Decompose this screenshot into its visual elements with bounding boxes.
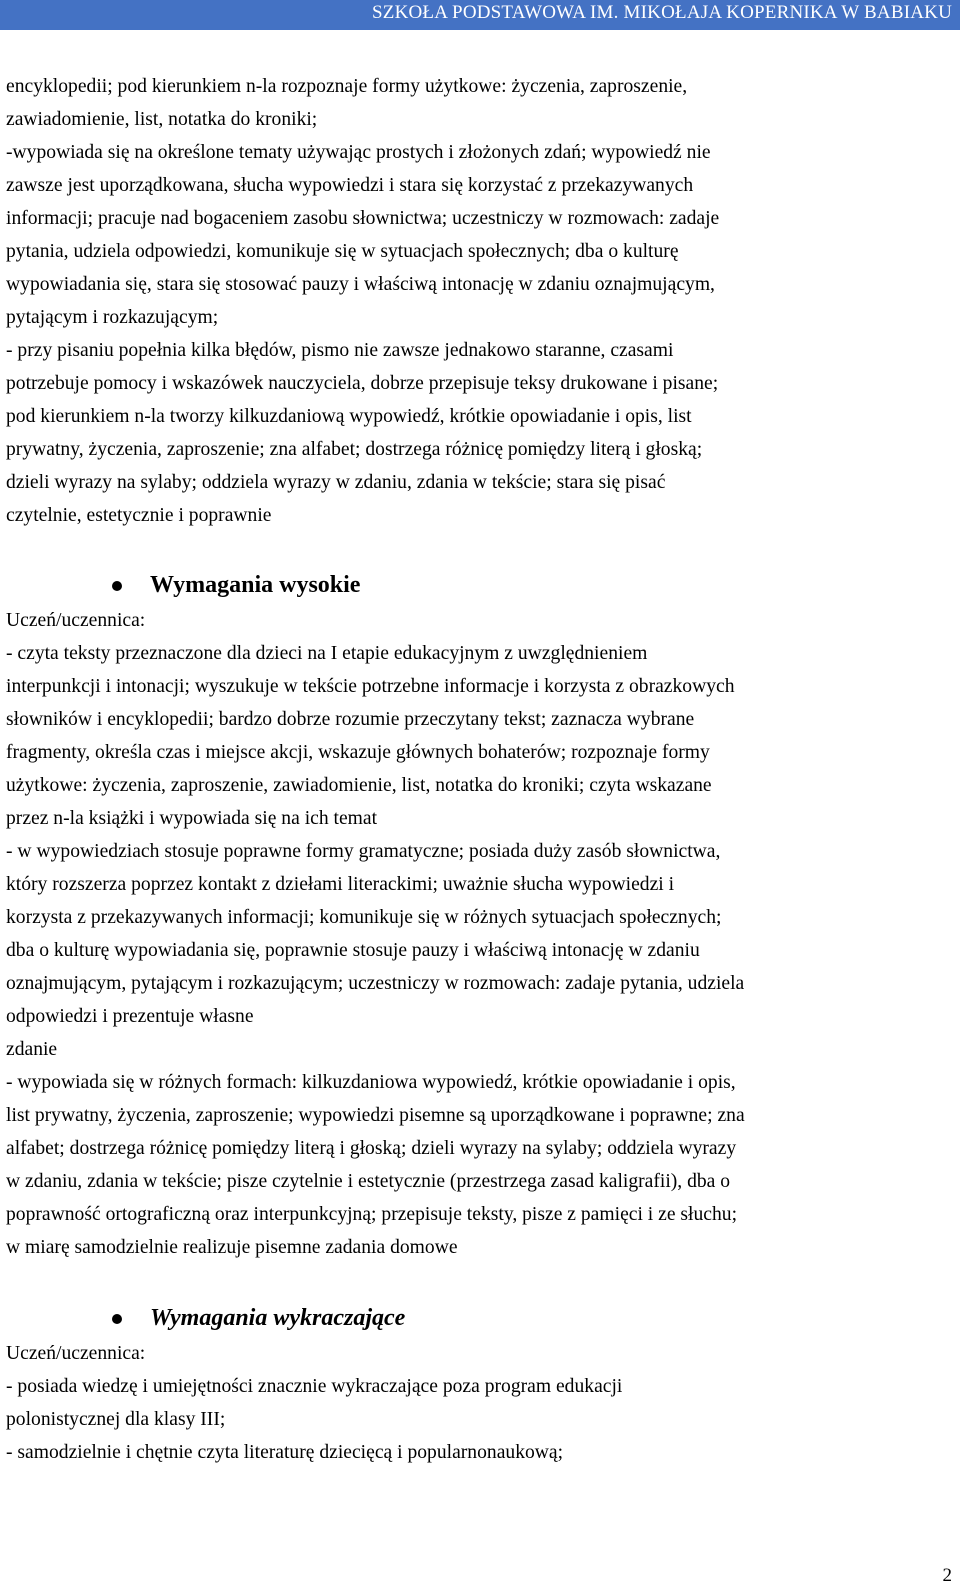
text-line: zawiadomienie, list, notatka do kroniki; (6, 109, 318, 130)
text-line: prywatny, życzenia, zaproszenie; zna alfabet; dostrzega różnicę pomiędzy literą i głoską; (6, 439, 703, 460)
text-line: pytającym i rozkazującym; (6, 307, 219, 328)
section-heading-extra: Wymagania wykraczające (150, 1305, 406, 1331)
text-line: informacji; pracuje nad bogaceniem zasobu słownictwa; uczestniczy w rozmowach: zadaje (6, 208, 720, 229)
text-line: przez n-la książki i wypowiada się na ich temat (6, 808, 378, 829)
text-line: fragmenty, określa czas i miejsce akcji, wskazuje głównych bohaterów; rozpoznaje formy (6, 742, 710, 763)
page-number: 2 (942, 1565, 952, 1586)
text-line: zdanie (6, 1039, 58, 1060)
text-line: dba o kulturę wypowiadania się, poprawnie stosuje pauzy i właściwą intonację w zdaniu (6, 940, 700, 961)
text-line: list prywatny, życzenia, zaproszenie; wypowiedzi pisemne są uporządkowane i poprawne; zna (6, 1105, 745, 1126)
text-line: pytania, udziela odpowiedzi, komunikuje się w sytuacjach społecznych; dba o kulturę (6, 241, 679, 262)
bullet-icon (112, 581, 122, 591)
text-line: wypowiadania się, stara się stosować pauzy i właściwą intonację w zdaniu oznajmującym, (6, 274, 715, 295)
text-line: słowników i encyklopedii; bardzo dobrze rozumie przeczytany tekst; zaznacza wybrane (6, 709, 695, 730)
text-line: oznajmującym, pytającym i rozkazującym; uczestniczy w rozmowach: zadaje pytania, udziela (6, 973, 745, 994)
text-line: - samodzielnie i chętnie czyta literaturę dziecięcą i popularnonaukową; (6, 1442, 564, 1463)
text-line: encyklopedii; pod kierunkiem n-la rozpoznaje formy użytkowe: życzenia, zaproszenie, (6, 76, 688, 97)
text-line: - przy pisaniu popełnia kilka błędów, pismo nie zawsze jednakowo staranne, czasami (6, 340, 674, 361)
text-line: który rozszerza poprzez kontakt z dziełami literackimi; uważnie słucha wypowiedzi i (6, 874, 675, 895)
text-line: potrzebuje pomocy i wskazówek nauczyciela, dobrze przepisuje teksy drukowane i pisane; (6, 373, 719, 394)
text-line: alfabet; dostrzega różnicę pomiędzy literą i głoską; dzieli wyrazy na sylaby; oddziela wyrazy (6, 1138, 737, 1159)
text-line: dzieli wyrazy na sylaby; oddziela wyrazy w zdaniu, zdania w tekście; stara się pisać (6, 472, 666, 493)
text-line: odpowiedzi i prezentuje własne (6, 1006, 254, 1027)
bullet-icon (112, 1314, 122, 1324)
text-line: - czyta teksty przeznaczone dla dzieci na I etapie edukacyjnym z uwzględnieniem (6, 643, 648, 664)
text-line: -wypowiada się na określone tematy używając prostych i złożonych zdań; wypowiedź nie (6, 142, 711, 163)
text-line: zawsze jest uporządkowana, słucha wypowiedzi i stara się korzystać z przekazywanych (6, 175, 694, 196)
text-line: czytelnie, estetycznie i poprawnie (6, 505, 272, 526)
text-line: interpunkcji i intonacji; wyszukuje w tekście potrzebne informacje i korzysta z obrazkowych (6, 676, 735, 697)
text-line: - wypowiada się w różnych formach: kilkuzdaniowa wypowiedź, krótkie opowiadanie i opis, (6, 1072, 736, 1093)
text-line: polonistycznej dla klasy III; (6, 1409, 226, 1430)
text-line: pod kierunkiem n-la tworzy kilkuzdaniową wypowiedź, krótkie opowiadanie i opis, list (6, 406, 692, 427)
text-line: - posiada wiedzę i umiejętności znacznie wykraczające poza program edukacji (6, 1376, 623, 1397)
text-line: użytkowe: życzenia, zaproszenie, zawiadomienie, list, notatka do kroniki; czyta wskazane (6, 775, 712, 796)
page-header (0, 0, 960, 30)
text-line: poprawność ortograficzną oraz interpunkcyjną; przepisuje teksty, pisze z pamięci i ze słuchu; (6, 1204, 738, 1225)
text-line: korzysta z przekazywanych informacji; komunikuje się w różnych sytuacjach społecznych; (6, 907, 722, 928)
text-line: w zdaniu, zdania w tekście; pisze czytelnie i estetycznie (przestrzega zasad kaligrafii), dba o (6, 1171, 731, 1192)
student-label: Uczeń/uczennica: (6, 610, 146, 631)
school-name: SZKOŁA PODSTAWOWA IM. MIKOŁAJA KOPERNIKA W BABIAKU (372, 2, 952, 23)
student-label: Uczeń/uczennica: (6, 1343, 146, 1364)
text-line: w miarę samodzielnie realizuje pisemne zadania domowe (6, 1237, 458, 1258)
section-heading-high: Wymagania wysokie (150, 572, 361, 598)
text-line: - w wypowiedziach stosuje poprawne formy gramatyczne; posiada duży zasób słownictwa, (6, 841, 721, 862)
